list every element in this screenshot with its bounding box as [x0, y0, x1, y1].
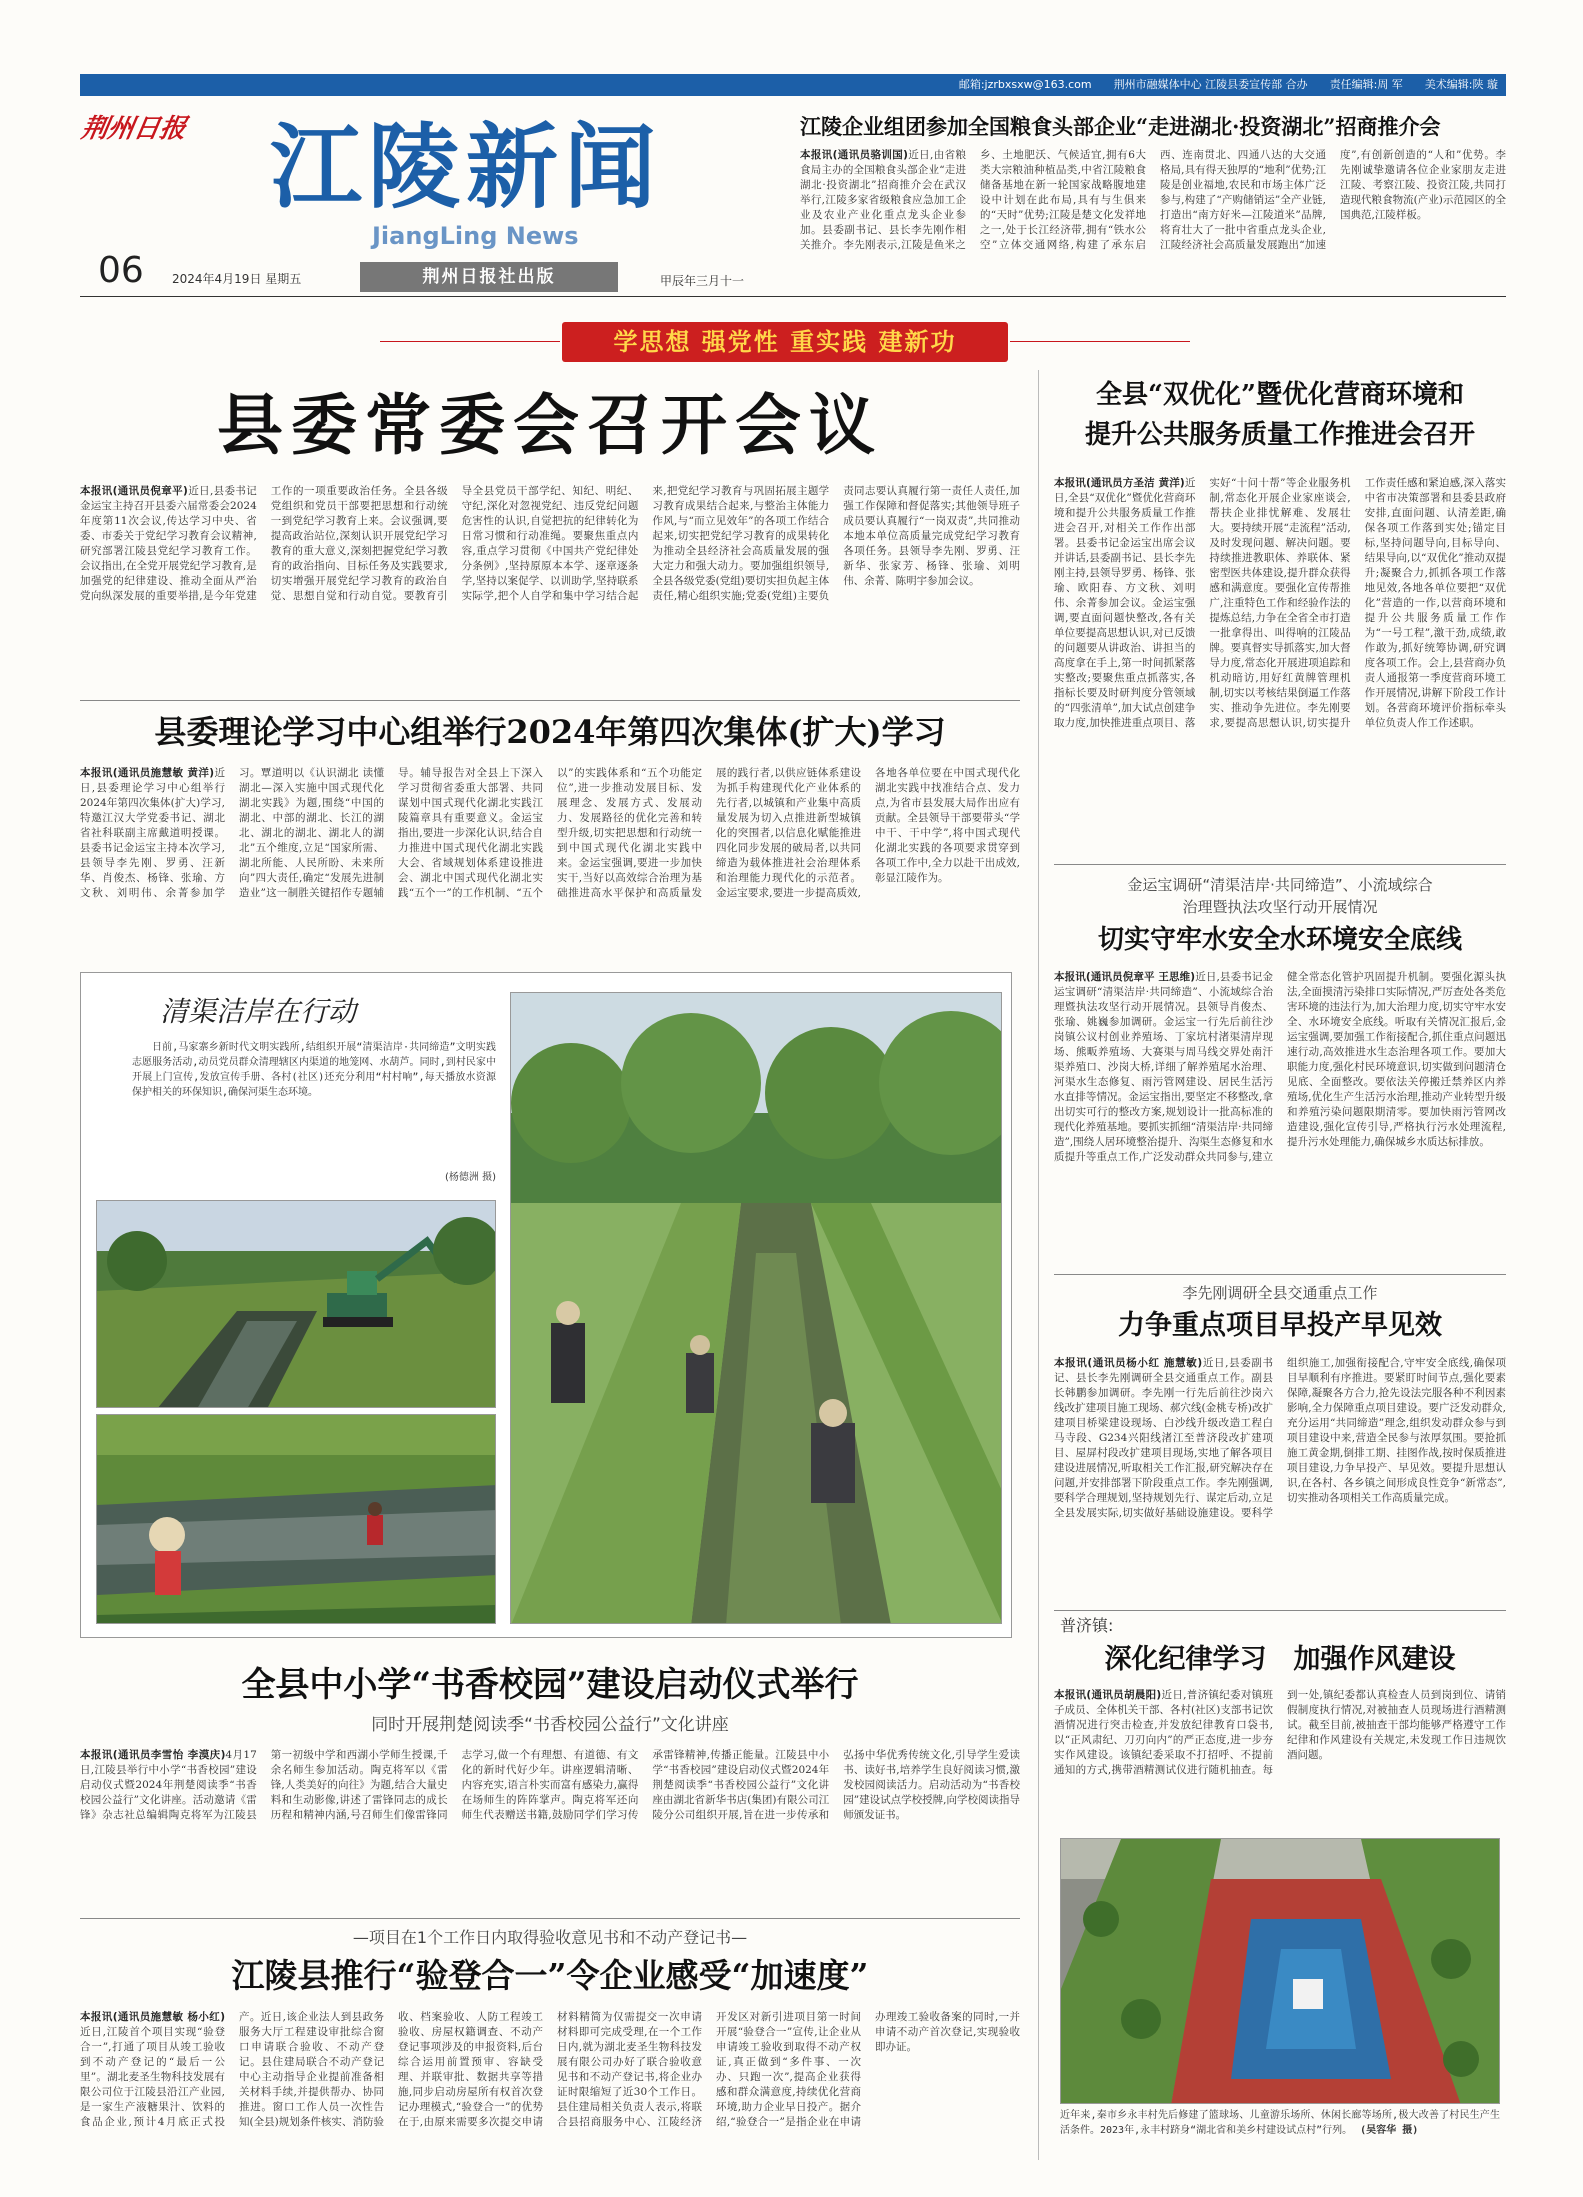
- registration-kicker: —项目在1个工作日内取得验收意见书和不动产登记书—: [352, 1928, 748, 1947]
- discipline-body: [1054, 1688, 1506, 1822]
- business-text: 近日,全县“双优化”暨优化营商环境和提升公共服务质量工作推进会召开,对相关工作作出部署。县委书记金运宝出席会议并讲话,县委副书记、县长李先刚主持,县领导罗勇、杨锋、张瑜、欧阳春、方文秋、刘明伟、余菁参加会议。金运宝强调,要直面问题快整改,各有关单位要提高思想认识,对已反馈的问题要从讲政治、讲担当的高度拿在手上,第一时间抓紧落实整改;要聚焦重点抓落实,各指标长要及时研判度分管领域的“四张清单”,加大试点创建争取力度,加快推进重点项目、落实好“十问十帮”等企业服务机制,常态化开展企业家座谈会,帮扶企业排忧解难、发展壮大。要持续开展“走流程”活动,及时发现问题、解决问题。要持续推进教职体、养联体、紧密型医共体建设,提升群众获得感和满意度。要强化宣传帮推广,注重特色工作和经验作法的提炼总结,力争在全省全市打造一批拿得出、叫得响的江陵品牌。要真督实导抓落实,加大督导力度,常态化开展进项追踪和机动暗访,用好红黄牌管理机制,切实以考核结果倒逼工作落实、推动争先进位。李先刚要求,要提高思想认识,切实提升工作责任感和紧迫感,深入落实中省市决策部署和县委县政府安排,直面问题、认清差距,确保各项工作落到实处;锚定目标,坚持问题导向,目标导向、结果导向,以“双优化”推动双提升;凝聚合力,抓抓各项工作落地见效,各地各单位要把“双优化”营造的一作,以营商环境和提升公共服务质量工作作为“一号工程”,激干劲,成绩,敢作敢为,抓好统筹协调,研究调度各项工作。会上,县营商办负责人通报第一季度营商环境工作开展情况,讲解下阶段工作计划。各营商环境评价指标牵头单位负责人作工作述职。: [1054, 477, 1506, 729]
- canal-workers-photo: [510, 992, 1002, 1624]
- grain-byline: 本报讯(通讯员骆训国): [800, 149, 908, 161]
- village-park-photo: [1060, 1838, 1500, 2104]
- photo-feature-title: 清渠洁岸在行动: [160, 995, 357, 1028]
- banner-rule-right: [1010, 341, 1190, 342]
- photo-feature-text: 日前,马家寨乡新时代文明实践所,结组织开展“清渠洁岸·共同缔造”文明实践志愿服务活动,动员党员群众清理辖区内渠道的地笼网、水葫芦。同时,到村民家中开展上门宣传,发放宣传手册、各村(社区)还充分利用“村村响”,每天播放水资源保护相关的环保知识,确保河渠生态环境。: [132, 1042, 496, 1098]
- photo-feature-text-box: [132, 1040, 496, 1168]
- registration-body: [80, 2010, 1020, 2170]
- traffic-kicker: 李先刚调研全县交通重点工作: [1182, 1284, 1378, 1302]
- page-number: 06: [98, 250, 144, 291]
- grain-article-title: 江陵企业组团参加全国粮食头部企业“走进湖北·投资湖北”招商推介会: [800, 114, 1441, 139]
- standing-bottom-rule: [80, 700, 1020, 701]
- school-subtitle: 同时开展荆楚阅读季“书香校园公益行”文化讲座: [371, 1715, 729, 1735]
- excavator-canal-photo: [96, 1200, 496, 1408]
- villagers-cleaning-photo: [96, 1414, 496, 1624]
- standing-byline: 本报讯(通讯员倪章平): [80, 485, 188, 497]
- discipline-text: 近日,普济镇纪委对镇班子成员、全体机关干部、各村(社区)支部书记饮酒情况进行突击检查,并发放纪律教育口袋书,以“正风肃纪、刀刃向内”的严正态度,进一步夯实作风建设。该镇纪委采取不打招呼、不提前通知的方式,携带酒精测试仪进行随机抽查。每到一处,镇纪委都认真检查人员到岗到位、请销假制度执行情况,对被抽查人员现场进行酒精测试。截至目前,被抽查干部均能够严格遵守工作纪律和作风建设有关规定,未发现工作日违规饮酒问题。: [1054, 1689, 1506, 1776]
- newspaper-logo: 荆州日报: [79, 114, 189, 144]
- water-bottom-rule: [1054, 1274, 1506, 1275]
- village-park-caption: 近年来,秦市乡永丰村先后修建了篮球场、儿童游乐场所、休闲长廊等场所,极大改善了村民生产生活条件。2023年,永丰村跻身“湖北省和美乡村建设试点村”行列。: [1060, 2110, 1500, 2136]
- school-bottom-rule: [80, 1918, 1020, 1919]
- discipline-kicker: 普济镇:: [1060, 1616, 1114, 1635]
- school-body: [80, 1748, 1020, 1908]
- school-title: 全县中小学“书香校园”建设启动仪式举行: [241, 1665, 859, 1705]
- business-byline: 本报讯(通讯员方圣洁 黄洋): [1054, 477, 1185, 489]
- village-park-caption-box: [1060, 2108, 1500, 2158]
- business-title-line1: 全县“双优化”暨优化营商环境和: [1096, 380, 1464, 410]
- study-text: 近日,县委理论学习中心组举行2024年第四次集体(扩大)学习,特邀江汉大学党委书记、湖北省社科联副主席戴道明授课。县委书记金运宝主持本次学习,县领导李先刚、罗勇、汪新华、肖俊杰、杨锋、张瑜、方文秋、刘明伟、余菁参加学习。覃道明以《认识湖北 读懂湖北—深入实施中国式现代化湖北实践》为题,围绕“中国的湖北、中部的湖北、长江的湖北、湖北的湖北、湖北人的湖北”五个维度,立足“国家所需、湖北所能、人民所盼、未来所向”四大责任,确定“发展先进制造业”这一制胜关键招作专题辅导。辅导报告对全县上下深入学习贯彻省委重大部署、共同谋划中国式现代化湖北实践江陵篇章具有重要意义。金运宝指出,要进一步深化认识,结合自力推进中国式现代化湖北实践大会、省域规划体系建设推进会、湖北中国式现代化湖北实践“五个一”的工作机制、“五个以”的实践体系和“五个功能定位”,进一步推动发展目标、发展理念、发展方式、发展动力、发展路径的优化完善和转型升级,切实把思想和行动统一到中国式现代化湖北实践中来。金运宝强调,要进一步加快实干,当好以高效综合治理为基础推进高水平保护和高质量发展的践行者,以供应链体系建设为抓手构建现代化产业体系的先行者,以城镇和产业集中高质量发展为切入点推进新型城镇化的突围者,以信息化赋能推进四化同步发展的破局者,以共同缔造为载体推进社会治理体系和治理能力现代化的示范者。金运宝要求,要进一步提高质效,各地各单位要在中国式现代化湖北实践中找准结合点、发力点,为省市县发展大局作出应有贡献。全县领导干部要带头“学中干、干中学”,将中国式现代化湖北实践的各项要求贯穿到各项工作中,全力以赴干出成效,彰显江陵作为。: [80, 767, 1020, 899]
- study-title: 县委理论学习中心组举行2024年第四次集体(扩大)学习: [154, 713, 946, 751]
- publisher: 荆州日报社出版: [422, 267, 556, 287]
- masthead-rule: [80, 296, 1506, 297]
- study-body: [80, 766, 1020, 952]
- school-text: 4月17日,江陵县举行中小学“书香校园”建设启动仪式暨2024年荆楚阅读季“书香校园公益行”文化讲座。活动邀请《雷锋》杂志社总编辑陶克将军为江陵县第一初级中学和西湖小学师生授课,千余名师生参加活动。陶克将军以《雷锋,人类美好的向往》为题,结合大量史料和生动影像,讲述了雷锋同志的成长历程和精神内涵,号召师生们像雷锋同志学习,做一个有理想、有道德、有文化的新时代好少年。讲座逻辑清晰、内容充实,语言朴实而富有感染力,赢得在场师生的阵阵掌声。陶克将军还向师生代表赠送书籍,鼓励同学们学习传承雷锋精神,传播正能量。江陵县中小学“书香校园”建设启动仪式暨2024年荆楚阅读季“书香校园公益行”文化讲座由湖北省新华书店(集团)有限公司江陵分公司组织开展,旨在进一步传承和弘扬中华优秀传统文化,引导学生爱读书、读好书,培养学生良好阅读习惯,激发校园阅读活力。启动活动为“书香校园”建设试点学校授牌,向学校阅读指导师颁发证书。: [80, 1749, 1020, 1821]
- school-byline: 本报讯(通讯员李雪怡 李漠庆): [80, 1749, 226, 1761]
- water-byline: 本报讯(通讯员倪章平 王思维): [1054, 971, 1196, 983]
- standing-text: 近日,县委书记金运宝主持召开县委六届常委会2024年度第11次会议,传达学习中央、省委、市委关于党纪学习教育会议精神,研究部署江陵县党纪学习教育工作。会议指出,在全党开展党纪学习教育,是加强党的纪律建设、推动全面从严治党向纵深发展的重要举措,是今年党建工作的一项重要政治任务。全县各级党组织和党员干部要把思想和行动统一到党纪学习教育上来。会议强调,要提高政治站位,深刻认识开展党纪学习教育的重大意义,深刻把握党纪学习教育的政治指向、目标任务及实践要求,切实增强开展党纪学习教育的政治自觉、思想自觉和行动自觉。要教育引导全县党员干部学纪、知纪、明纪、守纪,深化对忽视党纪、违反党纪问题危害性的认识,自觉把抗的纪律转化为日常习惯和行动准绳。要聚焦重点内容,重点学习贯彻《中国共产党纪律处分条例》,坚持原原本本学、逐章逐条学,坚持以案促学、以训助学,坚持联系实际学,把个人自学和集中学习结合起来,把党纪学习教育与巩固拓展主题学习教育成果结合起来,与整治主体能力作风,与“而立见效年”的各项工作结合起来,切实把党纪学习教育的成果转化为推动全县经济社会高质量发展的强大定力和强大动力。要加强组织领导,全县各级党委(党组)要切实担负起主体责任,精心组织实施;党委(党组)主要负责同志要认真履行第一责任人责任,加强工作保障和督促落实;其他领导班子成员要认真履行“一岗双责”,共同推动本地本单位高质量完成党纪学习教育各项任务。县领导李先刚、罗勇、汪新华、张家芳、杨锋、张瑜、刘明伟、余菁、陈明宇参加会议。: [80, 485, 1020, 602]
- registration-text: 近日,江陵首个项目实现“验登合一”,打通了项目从竣工验收到不动产登记的“最后一公里”。湖北麦圣生物科技发展有限公司位于江陵县沿江产业园,是一家生产液糖果汁、饮料的食品企业,预计4月底正式投产。近日,该企业法人到县政务服务大厅工程建设审批综合窗口申请联合验收、不动产登记。县住建局联合不动产登记中心主动指导企业提前准备相关材料手续,并提供帮办、协同推进。窗口工作人员一次性告知(全县)规划条件核实、消防验收、档案验收、人防工程竣工验收、房屋权籍调查、不动产登记事项涉及的申报资料,后台综合运用前置预审、容缺受理、并联审批、数据共享等措施,同步启动房屋所有权首次登记办理模式,“验登合一”的优势在于,由原来需要多次提交申请材料精简为仅需提交一次申请材料即可完成受理,在一个工作日内,就为湖北麦圣生物科技发展有限公司办好了联合验收意见书和不动产登记书,将企业办证时限缩短了近30个工作日。县住建局相关负责人表示,将联合县招商服务中心、江陵经济开发区对新引进项目第一时间开展“验登合一”宣传,让企业从申请竣工验收到取得不动产权证,真正做到“多件事、一次办、只跑一次”,提高企业获得感和群众满意度,持续优化营商环境,助力企业早日投产。据介绍,“验登合一”是指企业在申请办理竣工验收备案的同时,一并申请不动产首次登记,实现验收即办证。: [80, 2011, 1020, 2128]
- traffic-bottom-rule: [1054, 1610, 1506, 1611]
- grain-article-body: [800, 148, 1506, 288]
- water-text: 近日,县委书记金运宝调研“清渠洁岸·共同缔造”、小流域综合治理暨执法攻坚行动开展情况。县领导肖俊杰、张瑜、姚巍参加调研。金运宝一行先后前往沙岗镇公议村创业养殖场、丁家坑村渚渠清岸现场、熊畈养殖场、大赛渠与周马线交界处南汗渠养殖口、沙岗大桥,详细了解养殖尾水治理、河渠水生态修复、雨污管网建设、居民生活污水直排等情况。金运宝指出,要坚定不移整改,拿出切实可行的整改方案,规划设计一批高标准的现代化养殖基地。要抓实抓细“清渠洁岸·共同缔造”,围绕人居环境整治提升、沟渠生态修复和水质提升等重点工作,广泛发动群众共同参与,建立健全常态化管护巩固提升机制。要强化源头执法,全面摸清污染排口实际情况,严厉查处各类危害环境的违法行为,加大治理力度,切实守牢水安全、水环境安全底线。听取有关情况汇报后,金运宝强调,要加强工作衔接配合,抓住重点问题迅速行动,高效推进水生态治理各项工作。要加大职能力度,强化村民环境意识,切实做到问题清仓见底、全面整改。要依法关停搬迁禁养区内养殖场,优化生产生活污水治理,推动产业转型升级和养殖污染问题限期清零。要加快雨污管网改造建设,强化宣传引导,严格执行污水处理流程,提升污水处理能力,确保城乡水质达标排放。: [1054, 971, 1506, 1163]
- info-bar-text: 邮箱:jzrbxsxw@163.com 荆州市融媒体中心 江陵县委宣传部 合办 责任编辑:周 军 美术编辑:陕 璇: [958, 78, 1498, 91]
- water-title: 切实守牢水安全水环境安全底线: [1097, 925, 1462, 955]
- traffic-title: 力争重点项目早投产早见效: [1118, 1310, 1442, 1341]
- right-column-divider: [1038, 370, 1039, 2160]
- standing-committee-body: [80, 484, 1020, 692]
- photo-feature-credit: (杨德洲 摄): [445, 1172, 496, 1183]
- water-body: [1054, 970, 1506, 1252]
- lunar-date: 甲辰年三月十一: [660, 274, 745, 288]
- grain-text: 近日,由省粮食局主办的全国粮食头部企业“走进湖北·投资湖北”招商推介会在武汉举行,江陵多家省级粮食应急加工企业及农业产业化重点龙头企业参加。县委副书记、县长李先刚作相关推介。李先刚表示,江陵是鱼米之乡、土地肥沃、气候适宜,拥有6大类大宗粮油种植品类,中省江陵粮食储备基地在新一轮国家战略腹地建设中计划在此布局,具有与生俱来的“天时”优势;江陵是楚文化发祥地之一,处于长江经济带,拥有“铁水公空”立体交通网络,构建了承东启西、连南贯北、四通八达的大交通格局,具有得天独厚的“地利”优势;江陵是创业福地,农民和市场主体广泛参与,构建了“产购储销运”全产业链,打造出“南方好米—江陵道米”品牌,将育壮大了一批中省重点龙头企业,江陵经济社会高质量发展跑出“加速度”,有创新创造的“人和”优势。李先刚诚挚邀请各位企业家朋友走进江陵、考察江陵、投资江陵,共同打造现代粮食物流(产业)示范园区的全国典范,江陵样板。: [800, 149, 1506, 251]
- business-bottom-rule: [1054, 864, 1506, 865]
- business-title-line2: 提升公共服务质量工作推进会召开: [1084, 420, 1475, 450]
- traffic-text: 近日,县委副书记、县长李先刚调研全县交通重点工作。副县长韩鹏参加调研。李先刚一行先后前往沙岗六线改扩建项目施工现场、郝穴线(金桃专桥)改扩建项目桥梁建设现场、白沙线升级改造工程白马寺段、G234兴阳线渚江至普济段改扩建项目、屋屏村段改扩建项目现场,实地了解各项目建设进展情况,听取相关工作汇报,研究解决存在问题,并安排部署下阶段重点工作。李先刚强调,要科学合理规划,坚持规划先行、谋定后动,立足全县发展实际,切实做好基础设施建设。要科学组织施工,加强衔接配合,守牢安全底线,确保项目早顺利有序推进。要紧盯时间节点,强化要素保障,凝聚各方合力,抢先设法完服各种不利因素影响,全力保障重点项目建设。要广泛发动群众,充分运用“共同缔造”理念,组织发动群众参与到项目建设中来,营造全民参与浓厚氛围。要抢抓施工黄金期,倒排工期、挂图作战,按时保质推进项目建设,力争早投产、早见效。要提升思想认识,在各村、各乡镇之间形成良性竞争“新常态”,切实推动各项相关工作高质量完成。: [1054, 1357, 1506, 1519]
- masthead-subtitle: JiangLing News: [372, 222, 579, 250]
- issue-date: 2024年4月19日 星期五: [172, 272, 302, 286]
- water-kicker-line2: 治理暨执法攻坚行动开展情况: [1182, 898, 1378, 916]
- banner-text: 学思想 强党性 重实践 建新功: [613, 327, 957, 356]
- banner-rule-left: [380, 341, 560, 342]
- standing-committee-title: 县委常委会召开会议: [217, 386, 883, 464]
- water-kicker-line1: 金运宝调研“清渠洁岸·共同缔造”、小流域综合: [1127, 876, 1433, 894]
- traffic-body: [1054, 1356, 1506, 1600]
- discipline-title: 深化纪律学习 加强作风建设: [1104, 1644, 1456, 1675]
- registration-byline: 本报讯(通讯员施慧敏 杨小红): [80, 2011, 225, 2023]
- traffic-byline: 本报讯(通讯员杨小红 施慧敏): [1054, 1357, 1203, 1369]
- village-park-credit: (吴容华 摄): [1360, 2125, 1419, 2136]
- business-body: [1054, 476, 1506, 850]
- study-byline: 本报讯(通讯员施慧敏 黄洋): [80, 767, 215, 779]
- registration-title: 江陵县推行“验登合一”令企业感受“加速度”: [231, 1956, 869, 1995]
- masthead-title: 江陵新闻: [270, 113, 663, 221]
- discipline-byline: 本报讯(通讯员胡晨阳): [1054, 1689, 1162, 1701]
